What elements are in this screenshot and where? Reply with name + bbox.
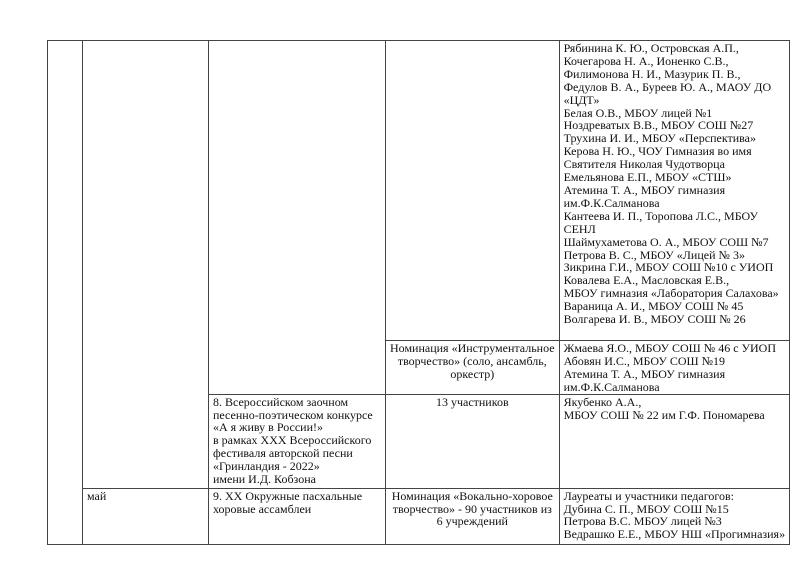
- text-line: Атемина Т. А., МБОУ гимназия: [563, 366, 726, 381]
- text-line: Абовян И.С., МБОУ СОШ №19: [563, 353, 726, 368]
- text-line: творчество» (соло, ансамбль,: [397, 353, 547, 368]
- text-line: Рябинина К. Ю., Островская А.П.,: [563, 41, 739, 55]
- text-line: Святителя Николая Чудотворца: [563, 157, 725, 172]
- text-line: имени И.Д. Кобзона: [213, 472, 316, 487]
- participants-cell: [559, 341, 790, 395]
- text-line: 8. Всероссийском заочном: [213, 394, 349, 409]
- text-line: Филимонова Н. И., Мазурик П. В.,: [563, 66, 741, 81]
- text-line: им.Ф.К.Салманова: [563, 195, 660, 210]
- text-line: Дубина С. П., МБОУ СОШ №15: [563, 501, 729, 516]
- text-line: «А я живу в России!»: [213, 420, 323, 435]
- text-line: Ковалева Е.А., Масловская Е.В.,: [563, 273, 730, 288]
- events-table: [47, 40, 790, 545]
- text-line: Белая О.В., МБОУ лицей №1: [563, 105, 713, 120]
- text-line: 9. XX Окружные пасхальные: [213, 488, 363, 503]
- text-line: МБОУ СОШ № 22 им Г.Ф. Пономарева: [563, 407, 765, 422]
- nomination-cell: [386, 41, 560, 341]
- text-line: Емельянова Е.П., МБОУ «СТШ»: [563, 170, 732, 185]
- text-line: Петрова В. С., МБОУ «Лицей № 3»: [563, 247, 745, 262]
- text-line: Атемина Т. А., МБОУ гимназия: [563, 182, 726, 197]
- index-cell: [48, 41, 83, 545]
- text-line: 6 учреждений: [436, 514, 508, 529]
- text-line: оркестр): [450, 366, 495, 381]
- table-row: [48, 488, 790, 544]
- participants-cell: [559, 41, 790, 341]
- participants-cell: [559, 394, 790, 488]
- nomination-cell: [386, 488, 560, 544]
- text-line: Ведрашко Е.Е., МБОУ НШ «Прогимназия»: [563, 527, 786, 542]
- text-line: творчество» - 90 участников из: [392, 501, 552, 516]
- text-line: «Гринландия - 2022»: [213, 459, 320, 474]
- text-line: фестиваля авторской песни: [213, 446, 353, 461]
- table-row: [48, 41, 790, 341]
- text-line: им.Ф.К.Салманова: [563, 379, 660, 394]
- text-line: Зикрина Г.И., МБОУ СОШ №10 с УИОП: [563, 260, 774, 275]
- event-cell: [209, 488, 386, 544]
- event-cell: [209, 41, 386, 395]
- month-label: май: [87, 488, 107, 503]
- text-line: СЕНЛ: [563, 221, 596, 236]
- nomination-cell: [386, 341, 560, 395]
- text-line: Якубенко А.А.,: [563, 394, 642, 409]
- text-line: Кочегарова Н. А., Ионенко С.В.,: [563, 53, 729, 68]
- text-line: Кантеева И. П., Торопова Л.С., МБОУ: [563, 208, 759, 223]
- text-line: Петрова В.С. МБОУ лицей №3: [563, 514, 722, 529]
- text-line: «ЦДТ»: [563, 92, 600, 107]
- text-line: Лауреаты и участники педагогов:: [563, 488, 734, 503]
- text-line: МБОУ гимназия «Лаборатория Салахова»: [563, 286, 779, 301]
- text-line: Жмаева Я.О., МБОУ СОШ № 46 с УИОП: [563, 341, 777, 355]
- text-line: Номинация «Инструментальное: [390, 341, 555, 355]
- text-line: Вараница А. И., МБОУ СОШ № 45: [563, 299, 744, 314]
- text-line: Ноздреватых В.В., МБОУ СОШ №27: [563, 118, 754, 133]
- text-line: в рамках XXX Всероссийского: [213, 433, 372, 448]
- month-cell: [83, 41, 209, 489]
- text-line: Волгарева И. В., МБОУ СОШ № 26: [563, 312, 746, 327]
- text-line: Керова Н. Ю., ЧОУ Гимназия во имя: [563, 144, 752, 159]
- text-line: Трухина И. И., МБОУ «Перспектива»: [563, 131, 756, 146]
- text-line: Федулов В. А., Буреев Ю. А., МАОУ ДО: [563, 79, 772, 94]
- text-line: песенно-поэтическом конкурсе: [213, 407, 373, 422]
- event-cell: [209, 394, 386, 488]
- text-line: Шаймухаметова О. А., МБОУ СОШ №7: [563, 234, 769, 249]
- text-line: хоровые ассамблеи: [213, 501, 312, 516]
- count-cell: [386, 394, 560, 488]
- text-line: Номинация «Вокально-хоровое: [391, 488, 553, 503]
- participant-count: 13 участников: [435, 394, 509, 409]
- participants-cell: [559, 488, 790, 544]
- month-cell: [83, 488, 209, 544]
